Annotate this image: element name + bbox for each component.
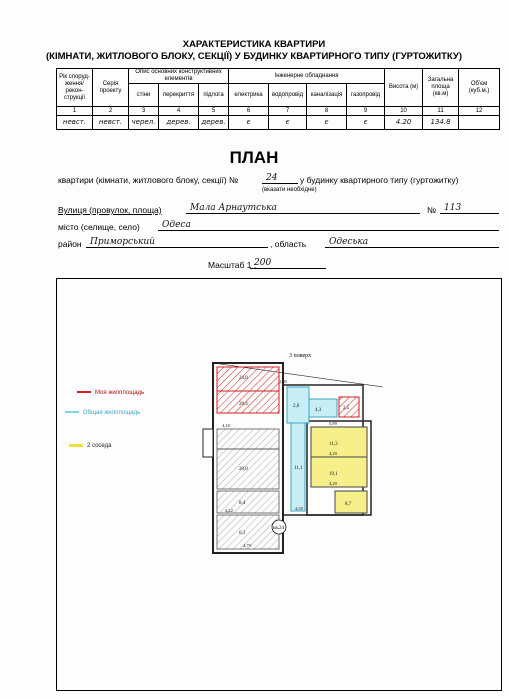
floor-label: 3 поверх bbox=[289, 353, 312, 359]
th-engineering: Інженерне обладнання bbox=[229, 69, 385, 84]
room-label: 19,1 bbox=[329, 472, 338, 477]
table-num: 12 bbox=[459, 107, 500, 116]
apartment-number: 24 bbox=[262, 173, 298, 184]
room-label: 2,5 bbox=[343, 406, 350, 411]
legend-neighbors-label: 2 соседа bbox=[87, 443, 112, 449]
th-volume: Об'єм (куб.м.) bbox=[459, 69, 500, 107]
th-height: Висота (м) bbox=[385, 69, 423, 107]
th-electric: електрика bbox=[229, 84, 269, 107]
dim-label: 5,89 bbox=[329, 421, 337, 426]
table-num: 5 bbox=[199, 107, 229, 116]
room-common-3 bbox=[309, 399, 337, 417]
table-num: 9 bbox=[347, 107, 385, 116]
table-value: 134.8 bbox=[423, 116, 459, 130]
apartment-suffix: у будинку квартирного типу (гуртожитку) bbox=[300, 175, 459, 185]
legend-common-area-label: Общая жилплощадь bbox=[83, 410, 141, 416]
room-my-2 bbox=[217, 391, 279, 413]
th-floor: підлога bbox=[199, 84, 229, 107]
table-value: невст. bbox=[93, 116, 129, 130]
district-value: Приморський bbox=[86, 237, 268, 248]
table-num: 10 bbox=[385, 107, 423, 116]
street-value: Мала Арнаутська bbox=[186, 203, 420, 214]
room-neighbor-2 bbox=[311, 457, 367, 487]
table-value: дерев. bbox=[199, 116, 229, 130]
room-label: 11,3 bbox=[329, 442, 338, 447]
table-value-row bbox=[57, 116, 500, 130]
scale-label: Масштаб 1 : bbox=[208, 260, 257, 270]
table-number-row bbox=[57, 107, 500, 116]
th-constructive: Опис основних конструктивних елементів bbox=[129, 69, 229, 84]
district-label: район bbox=[58, 239, 82, 249]
table-value: дерев. bbox=[159, 116, 199, 130]
room-label: 8,7 bbox=[345, 502, 352, 507]
room-label: 6,3 bbox=[239, 531, 246, 536]
dim-label: 4,50 bbox=[295, 506, 303, 511]
table-value: є bbox=[347, 116, 385, 130]
table-num: 6 bbox=[229, 107, 269, 116]
dim-label: 2,95 bbox=[279, 379, 287, 384]
th-gas: газопровід bbox=[347, 84, 385, 107]
room-grey-1 bbox=[217, 429, 279, 449]
city-value: Одеса bbox=[158, 220, 499, 231]
th-water: водопровід bbox=[269, 84, 307, 107]
th-ceilings: перекриття bbox=[159, 84, 199, 107]
plan-title: ПЛАН bbox=[229, 148, 279, 167]
characteristics-table bbox=[56, 68, 500, 130]
room-neighbor-1 bbox=[311, 427, 367, 457]
room-my-1 bbox=[217, 367, 279, 391]
house-label: № bbox=[427, 205, 437, 215]
scale-value: 200 bbox=[250, 258, 326, 269]
room-label: 8,4 bbox=[239, 501, 246, 506]
house-value: 113 bbox=[440, 203, 499, 214]
room-grey-2 bbox=[217, 449, 279, 489]
dim-label: 4,29 bbox=[329, 451, 337, 456]
table-num: 4 bbox=[159, 107, 199, 116]
table-num: 7 bbox=[269, 107, 307, 116]
room-label: 20,8 bbox=[239, 467, 248, 472]
apartment-tag: кв.24 bbox=[273, 526, 285, 531]
header-title-line2: (КІМНАТИ, ЖИТЛОВОГО БЛОКУ, СЕКЦІЇ) У БУДИНКУ КВАРТИРНОГО ТИПУ (ГУРТОЖИТКУ) bbox=[45, 51, 462, 62]
table-value: невст. bbox=[57, 116, 93, 130]
room-label: 4,3 bbox=[315, 408, 322, 413]
table-value: черел. bbox=[129, 116, 159, 130]
floor-plan bbox=[57, 279, 501, 690]
th-year: Рік споруд-ження/ рекон-струкції bbox=[57, 69, 93, 107]
table-value bbox=[459, 116, 500, 130]
th-sewer: каналізація bbox=[307, 84, 347, 107]
apartment-note: (вказати необхідне) bbox=[262, 187, 317, 193]
th-series: Серія проекту bbox=[93, 69, 129, 107]
legend-my-area-label: Моя жилплощадь bbox=[95, 390, 145, 396]
table-value: є bbox=[229, 116, 269, 130]
table-num: 11 bbox=[423, 107, 459, 116]
room-label: 2,0 bbox=[293, 404, 300, 409]
header-title-line1: ХАРАКТЕРИСТИКА КВАРТИРИ bbox=[182, 39, 326, 50]
plan-frame bbox=[56, 278, 502, 691]
apartment-label: квартири (кімнати, житлового блоку, секції) № bbox=[58, 175, 239, 185]
dim-label: 4,79 bbox=[243, 543, 251, 548]
room-label: 24,8 bbox=[239, 376, 248, 381]
table-num: 1 bbox=[57, 107, 93, 116]
table-value: 4.20 bbox=[385, 116, 423, 130]
th-walls: стіни bbox=[129, 84, 159, 107]
dim-label: 4,22 bbox=[225, 508, 233, 513]
table-num: 8 bbox=[307, 107, 347, 116]
table-value: є bbox=[269, 116, 307, 130]
building-protrusion bbox=[203, 429, 213, 457]
table-value: є bbox=[307, 116, 347, 130]
dim-label: 4,10 bbox=[222, 423, 230, 428]
table-num: 2 bbox=[93, 107, 129, 116]
room-label: 11,1 bbox=[294, 466, 303, 471]
street-label: Вулиця (провулок, площа) bbox=[58, 205, 162, 215]
table-num: 3 bbox=[129, 107, 159, 116]
oblast-value: Одеська bbox=[325, 237, 499, 248]
room-label: 20,4 bbox=[239, 402, 248, 407]
dim-label: 4,29 bbox=[329, 481, 337, 486]
oblast-label: , область bbox=[270, 239, 307, 249]
city-label: місто (селище, село) bbox=[58, 222, 140, 232]
th-area: Загальна площа (кв.м) bbox=[423, 69, 459, 107]
